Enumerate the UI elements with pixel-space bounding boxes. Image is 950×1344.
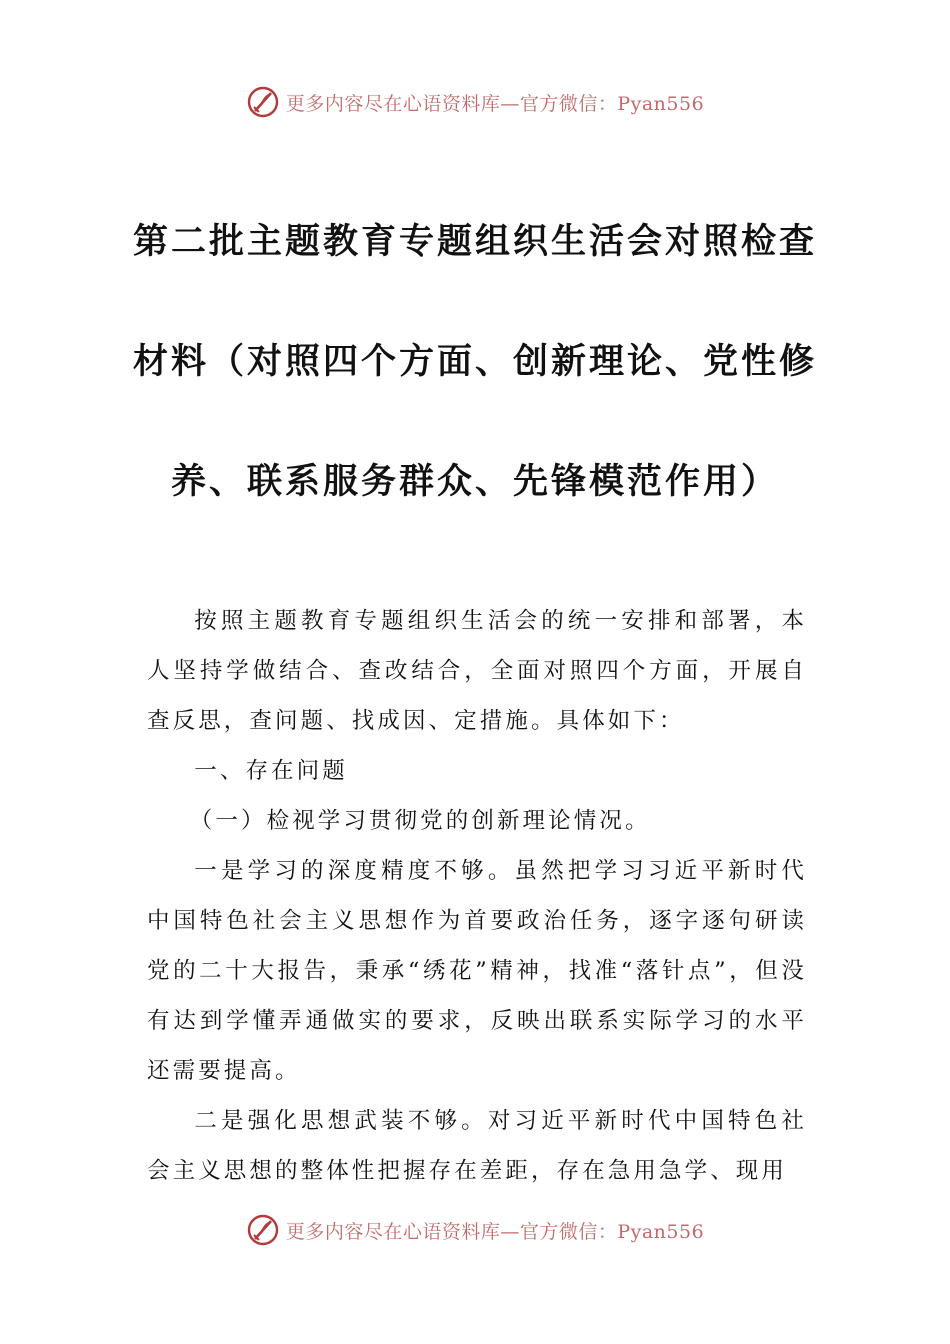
document-body <box>147 596 807 1196</box>
title-line-2: 材料（对照四个方面、创新理论、党性修 <box>132 342 817 382</box>
watermark-text: 更多内容尽在心语资料库—官方微信：Pyan556 <box>285 1220 705 1243</box>
quill-logo-icon <box>246 1213 280 1247</box>
footer-watermark <box>0 1210 950 1250</box>
section-heading-problems: 一、存在问题 <box>194 758 348 784</box>
watermark-text: 更多内容尽在心语资料库—官方微信：Pyan556 <box>285 92 705 115</box>
quill-logo-icon <box>246 85 280 119</box>
point-1-paragraph: 一是学习的深度精度不够。虽然把学习习近平新时代中国特色社会主义思想作为首要政治任务，逐字逐句研读党的二十大报告，秉承“绣花”精神，找准“落针点”，但没有达到学懂弄通做实的要求，反映出联系实际学习的水平还需要提高。 <box>147 858 807 1084</box>
document-title <box>100 212 850 572</box>
title-line-3: 养、联系服务群众、先锋模范作用） <box>170 462 779 502</box>
subsection-heading-theory: （一）检视学习贯彻党的创新理论情况。 <box>189 808 651 834</box>
header-watermark <box>0 82 950 122</box>
intro-paragraph: 按照主题教育专题组织生活会的统一安排和部署，本人坚持学做结合、查改结合，全面对照四个方面，开展自查反思，查问题、找成因、定措施。具体如下： <box>147 608 807 734</box>
point-2-paragraph: 二是强化思想武装不够。对习近平新时代中国特色社会主义思想的整体性把握存在差距，存在急用急学、现用 <box>147 1108 807 1184</box>
title-line-1: 第二批主题教育专题组织生活会对照检查 <box>132 222 817 262</box>
